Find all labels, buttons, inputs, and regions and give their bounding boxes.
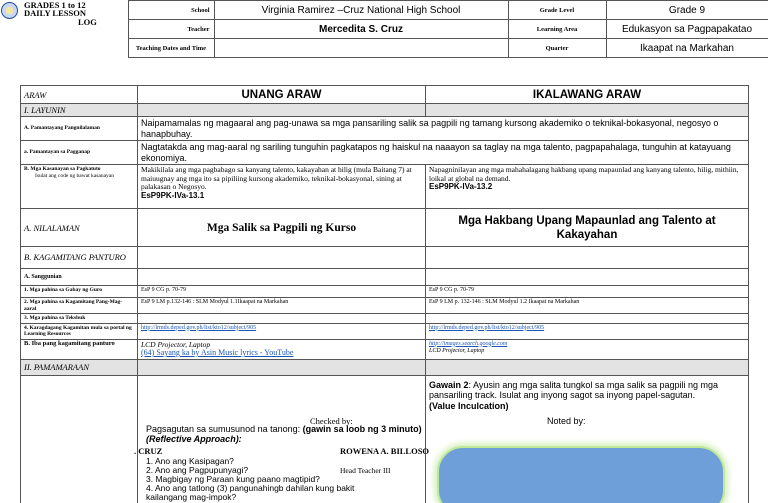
kagamitang-day2: EsP 9 LM p. 132-146 : SLM Modyul 1.2 Ikaapat na Markahan [426, 298, 749, 314]
teksbuk-label: 3. Mga pahina sa Teksbuk [21, 314, 138, 324]
table-row [21, 323, 749, 339]
day1-header: UNANG ARAW [138, 86, 426, 104]
kasanayan-note: Isulat ang code ng bawat kasanayan [35, 172, 114, 179]
gabay-label: 1. Mga pahina sa Gabay ng Guro [21, 286, 138, 298]
table-row [21, 298, 749, 314]
list-item: 2. Ano ang Pagpupunyagi? [146, 465, 249, 475]
table-row [21, 314, 749, 324]
list-item: 4. Ano ang tatlong (3) pangunahingb dahilan kung bakit [146, 483, 355, 493]
noted-by-label: Noted by: [547, 416, 586, 426]
iba-label: B. Iba pang kagamitang panturo [21, 339, 138, 359]
kagamitang-label: 2. Mga pahina sa Kagamitang Pang-Mag-aaral [21, 298, 138, 314]
callout-shape [437, 446, 725, 503]
grade-label: Grade Level [508, 1, 606, 20]
nilalaman-day1: Mga Salik sa Pagpili ng Kurso [138, 209, 426, 247]
pagganap-value: Nagtatakda ang mag-aaral ng sariling tunguhin pagkatapos ng haiskul na naaayon sa taglay na mga talento, pagpapahalaga, tunguhin at katayuang ekonomiya. [138, 141, 749, 165]
list-item: 1. Ano ang Kasipagan? [146, 456, 234, 466]
list-item: 3. Magbigay ng Paraan kung paano magtipid? [146, 474, 320, 484]
dates-value [214, 39, 508, 58]
table-row [21, 269, 749, 286]
pamantayang-value: Naipamamalas ng magaaral ang pag-unawa sa mga pansariling salik sa pagpili ng tamang kursong akademiko o teknikal-bokasyonal, negosyo o hanapbuhay. [138, 117, 749, 141]
youtube-link[interactable]: (64) Sayang ka by Asin Music lyrics - YouTube [141, 348, 294, 357]
pamamaraan-heading: II. PAMAMARAAN [21, 359, 138, 375]
table-row [21, 286, 749, 298]
day1-questions [146, 457, 354, 502]
nilalaman-heading: A. NILALAMAN [21, 209, 138, 247]
lrmds-link-day1[interactable]: http://lrmds.deped.gov.ph/list/kto12/subject/905 [141, 324, 257, 331]
kasanayan-day2-code: EsP9PK-IVa-13.2 [429, 182, 493, 191]
gabay-day1: EsP 9 CG p. 70-79 [138, 286, 426, 298]
google-images-link[interactable]: http://images.search.google.com [429, 340, 508, 347]
day1-activity: Pagsagutan sa sumusunod na tanong: (gawin sa loob ng 3 minuto) (Reflective Approach): [146, 424, 422, 444]
day2-activity: Gawain 2: Ayusin ang mga salita tungkol sa mga salik sa pagpili ng mga pansariling track. Isulat ang inyong sagot sa inyong papel-sagutan. (Value Inculcation) [426, 375, 749, 503]
araw-label: ARAW [21, 86, 138, 104]
layunin-heading: I. LAYUNIN [21, 104, 138, 117]
table-row [21, 209, 749, 247]
grade-value: Grade 9 [606, 1, 768, 20]
deped-seal-icon [1, 2, 18, 19]
gabay-day2: EsP 9 CG p. 70-79 [426, 286, 749, 298]
quarter-value: Ikaapat na Markahan [606, 39, 768, 58]
head-teacher-title: Head Teacher III [340, 466, 391, 475]
table-row [21, 104, 749, 117]
kasanayan-day1: Makikilala ang mga pagbabago sa kanyang talento, kakayahan at hilig (mula Baitang 7) at maiuugnay ang mga ito sa pipiliing kursong akademiko, teknikal-bokasyonal, sining at palakasan o Negosyo. EsP9PK-IVa-13.1 [138, 165, 426, 209]
school-value: Virginia Ramirez –Cruz National High School [214, 1, 508, 20]
kasanayan-label: B. Mga Kasanayan sa Pagkatuto Isulat ang code ng bawat kasanayan [21, 165, 138, 209]
table-row [21, 117, 749, 141]
table-row [21, 141, 749, 165]
table-row [21, 86, 749, 104]
lrmds-link-day2[interactable]: http://lrmds.deped.gov.ph/list/kto12/subject/905 [429, 324, 545, 331]
header-table [0, 0, 768, 58]
quarter-label: Quarter [508, 39, 606, 58]
table-row [21, 165, 749, 209]
kasanayan-day1-code: EsP9PK-IVa-13.1 [141, 190, 205, 200]
nilalaman-day2: Mga Hakbang Upang Mapaunlad ang Talento at Kakayahan [426, 209, 749, 247]
teacher-value: Mercedita S. Cruz [214, 20, 508, 39]
pamantayang-label: A. Pamantayang Pangnilalaman [21, 117, 138, 141]
dll-title: GRADES 1 to 12 DAILY LESSON LOG [24, 0, 97, 27]
dll-title-cell [0, 1, 128, 58]
karagdagang-label: 4. Karagdagang Kagamitan mula sa portal ng Learning Resources [21, 323, 138, 339]
kagamitang-day1: EsP 9 LM p.132-146 : SLM Modyul 1.1Ikaapat na Markahan [138, 298, 426, 314]
school-label: School [128, 1, 214, 20]
table-row [21, 247, 749, 269]
dates-label: Teaching Dates and Time [128, 39, 214, 58]
teacher-label: Teacher [128, 20, 214, 39]
learning-area-label: Learning Area [508, 20, 606, 39]
value-inculcation: (Value Inculcation) [429, 400, 509, 411]
pagganap-label: a. Pamantayan sa Pagganap [21, 141, 138, 165]
head-teacher-name: ROWENA A. BILLOSO [340, 446, 430, 456]
learning-area-value: Edukasyon sa Pagpapakatao [606, 20, 768, 39]
sanggunian-label: A. Sanggunian [21, 269, 138, 286]
list-item: kailangang mag-impok? [146, 492, 237, 502]
day2-header: IKALAWANG ARAW [426, 86, 749, 104]
kasanayan-day2: Napagninilayan ang mga mahahalagang hakbang upang mapaunlad ang kanyang talento, hilig, mithiin, loikal at global na demand. EsP9PK-IVa-13.2 [426, 165, 749, 209]
iba-day2-equipment: LCD Projector, Laptop [429, 347, 485, 354]
teacher-signature-name: . CRUZ [134, 446, 163, 456]
kagamitang-heading: B. KAGAMITANG PANTURO [21, 247, 138, 269]
table-row [21, 339, 749, 359]
iba-day1-equipment: LCD Projector, Laptop [141, 339, 211, 349]
checked-by-label: Checked by: [310, 416, 353, 426]
table-row [21, 359, 749, 375]
